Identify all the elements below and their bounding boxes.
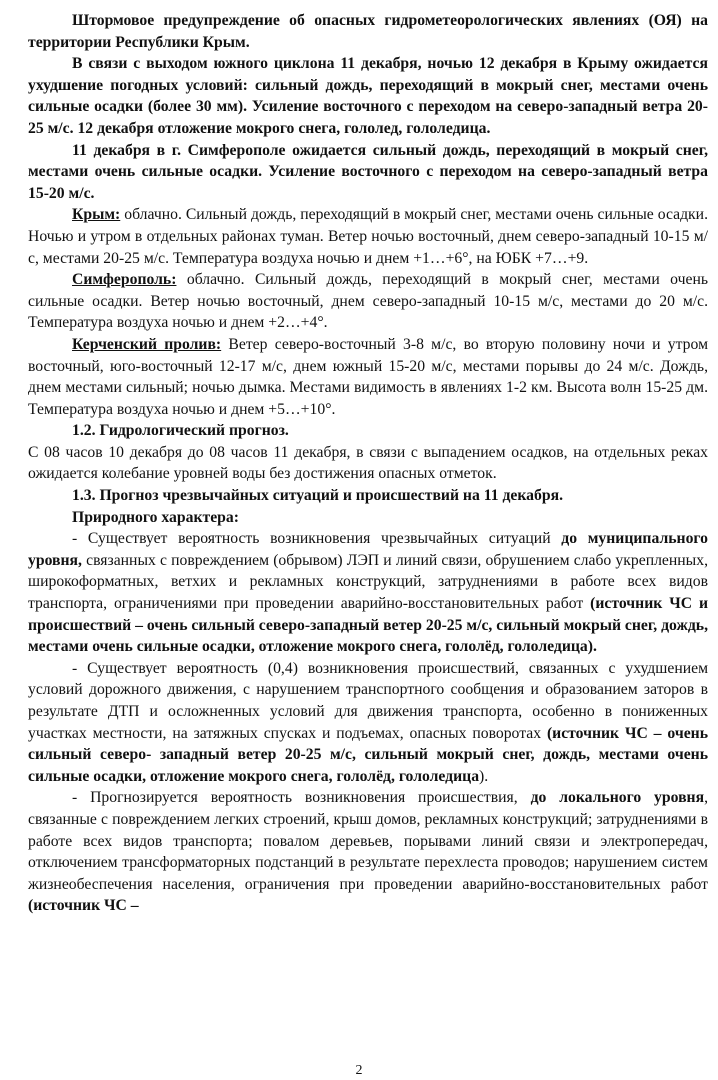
kerch-forecast-paragraph — [28, 334, 708, 420]
item2-bold-1: (источник ЧС – очень сильный северо- западный ветер 20-25 м/с, сильный мокрый снег, дождь, местами очень сильные осадки, отложение мокрого снега, гололёд, гололедица — [28, 724, 708, 785]
item3-text-2: , связанные с повреждением легких строений, крыш домов, рекламных конструкций; затруднениями в работе всех видов транспорта; повалом деревьев, порывами линий связи и электропередач, отключением трансформаторных подстанций в результате перехлеста проводов; нарушением систем жизнеобеспечения населения, ограничения при проведении аварийно-восстановительных работ — [28, 789, 708, 893]
item3-text-1: - Прогнозируется вероятность возникновения происшествия, — [72, 789, 531, 807]
simferopol-forecast-text: облачно. Сильный дождь, переходящий в мокрый снег, местами очень сильные осадки. Ветер ночью восточный, днем северо-западный 10-15 м/с, местами до 20 м/с. Температура воздуха ночью и днем +2…+4°. — [28, 271, 708, 332]
page-number: 2 — [355, 1063, 363, 1078]
item2-text-1: - Существует вероятность (0,4) возникновения происшествий, связанных с ухудшением условий дорожного движения, с нарушением транспортного сообщения и образованием заторов в результате ДТП и осложненных условий для движения транспорта, особенно в пониженных участках местности, на затяжных спусках и подъемах, опасных поворотах — [28, 659, 708, 742]
natural-subheading: Природного характера: — [72, 508, 239, 526]
hydro-forecast-text: С 08 часов 10 декабря до 08 часов 11 декабря, в связи с выпадением осадков, на отдельных реках ожидается колебание уровней воды без достижения опасных отметок. — [28, 443, 708, 483]
item1-text-1: - Существует вероятность возникновения чрезвычайных ситуаций — [72, 530, 562, 548]
simferopol-forecast-paragraph — [28, 269, 708, 334]
kerch-label: Керченский пролив: — [72, 335, 222, 353]
simferopol-warning-paragraph: 11 декабря в г. Симферополе ожидается сильный дождь, переходящий в мокрый снег, местами очень сильные осадки. Усиление восточного с переходом на северо-западный ветра 15-20 м/с. — [28, 141, 708, 202]
emergency-item-2 — [28, 658, 708, 788]
item1-bold-2: (источник ЧС и происшествий – очень сильный северо-западный ветер 20-25 м/с, сильный мокрый снег, дождь, местами очень сильные осадки, отложение мокрого снега, гололёд, гололедица). — [28, 595, 708, 656]
emergency-item-3 — [28, 787, 708, 917]
crimea-forecast-paragraph — [28, 204, 708, 269]
item3-bold-1: до локального уровня — [530, 789, 705, 807]
kerch-forecast-text: Ветер северо-восточный 3-8 м/с, во вторую половину ночи и утром восточный, юго-восточный 12-17 м/с, днем южный 15-20 м/с, местами порывы до 24 м/с. Дождь, днем местами сильный; ночью дымка. Местами видимость в явлениях 1-2 км. Высота волн 15-25 дм. Температура воздуха ночью и днем +5…+10°. — [28, 335, 709, 418]
item2-text-2: ). — [479, 767, 489, 785]
simferopol-label: Симферополь: — [72, 271, 177, 289]
hydro-heading: 1.2. Гидрологический прогноз. — [72, 422, 289, 440]
crimea-label: Крым: — [72, 206, 121, 224]
emergency-heading: 1.3. Прогноз чрезвычайных ситуаций и происшествий на 11 декабря. — [72, 487, 563, 505]
storm-warning-paragraph: В связи с выходом южного циклона 11 декабря, ночью 12 декабря в Крыму ожидается ухудшение погодных условий: сильный дождь, переходящий в мокрый снег, местами очень сильные осадки (более 30 мм). Усиление восточного с переходом на северо-западный ветра 20-25 м/с. 12 декабря отложение мокрого снега, гололед, гололедица. — [28, 55, 708, 137]
item1-bold-1: до муниципального уровня, — [28, 530, 709, 569]
document-title: Штормовое предупреждение об опасных гидрометеорологических явлениях (ОЯ) на территории Республики Крым. — [28, 12, 708, 51]
item1-text-2: связанных с повреждением (обрывом) ЛЭП и линий связи, обрушением слабо укрепленных, широкоформатных, ветхих и рекламных конструкций, затруднениями в работе всех видов транспорта, ограничениями при проведении аварийно-восстановительных работ — [28, 551, 708, 613]
emergency-item-1 — [28, 528, 708, 658]
crimea-forecast-text: облачно. Сильный дождь, переходящий в мокрый снег, местами очень сильные осадки. Ночью и утром в отдельных районах туман. Ветер ночью восточный, днем северо-западный 10-15 м/с, местами 20-25 м/с. Температура воздуха ночью и днем +1…+6°, на ЮБК +7…+9. — [28, 206, 708, 267]
item3-bold-2: (источник ЧС – — [28, 897, 139, 915]
